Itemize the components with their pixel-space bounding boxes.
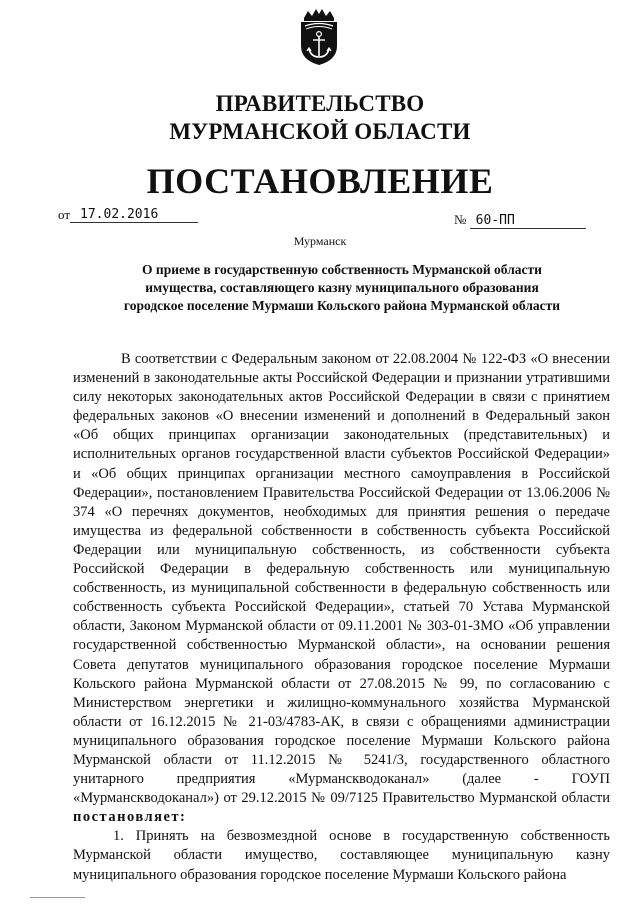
preamble-text: В соответствии с Федеральным законом от 22.08.2004 № 122-ФЗ «О внесении изменений в законодательные акты Российской Федерации и признании утратившими силу некоторых законодательных актов Российской Федерации в связи с принятием федеральных законов «О внесении изменений и дополнений в Федеральный закон «Об общих принципах организации законодательных (представительных) и исполнительных органов государственной власти субъектов Российской Федерации» и «Об общих принципах организации местного самоуправления в Российской Федерации», постановлением Правительства Российской Федерации от 13.06.2006 № 374 «О перечнях документов, необходимых для принятия решения о передаче имущества из федеральной собственности в собственность субъекта Российской Федерации или муниципальную собственность, из собственности субъекта Российской Федерации в федеральную собственность или муниципальную собственность, из муниципальной собственности в федеральную собственность или собственность субъекта Российской Федерации», статьей 70 Устава Мурманской области, Законом Мурманской области от 09.11.2001 № 303-01-ЗМО «Об управлении государственной собственностью Мурманской области», на основании решения Совета депутатов муниципального образования городское поселение Мурмаши Кольского района Мурманской области от 27.08.2015 № 99, по согласованию с Министерством энергетики и жилищно-коммунального хозяйства Мурманской области от 16.12.2015 № 21-03/4783-АК, в связи с обращениями администрации муниципального образования городское поселение Мурмаши Кольского района Мурманской области от 11.12.2015 № 5241/3, государственного областного унитарного предприятия «Мурманскводоканал» (далее - ГОУП «Мурманскводоканал») от 29.12.2015 № 09/7125 Правительство Мурманской области [73,351,610,807]
number-value: 60-ПП [470,213,586,229]
government-title-line2: МУРМАНСКОЙ ОБЛАСТИ [169,119,471,144]
government-title-line1: ПРАВИТЕЛЬСТВО [215,91,425,116]
subject-line3: городское поселение Мурмаши Кольского района Мурманской области [123,298,561,313]
date-prefix: от [58,207,71,222]
resolution-item-1: 1. Принять на безвозмездной основе в государственную собственность Мурманской области имущество, составляющее муниципальную казну муниципального образования городское поселение Мурмаши Кольского района [73,828,610,883]
footer-line [30,897,85,898]
document-number [454,212,586,229]
government-title [0,90,640,146]
document-body [73,350,610,885]
number-prefix: № [454,212,467,227]
issue-city: Мурманск [293,234,347,248]
document-subject [72,261,612,315]
subject-line2: имущества, составляющего казну муниципального образования [145,280,539,295]
document-date [58,206,198,223]
document-type-heading: ПОСТАНОВЛЕНИЕ [146,161,494,201]
coat-of-arms-icon [296,8,342,66]
subject-line1: О приеме в государственную собственность Мурманской области [142,262,542,277]
resolves-keyword: постановляет: [73,809,187,826]
preamble-paragraph [73,350,610,827]
date-value: 17.02.2016 [70,207,198,223]
